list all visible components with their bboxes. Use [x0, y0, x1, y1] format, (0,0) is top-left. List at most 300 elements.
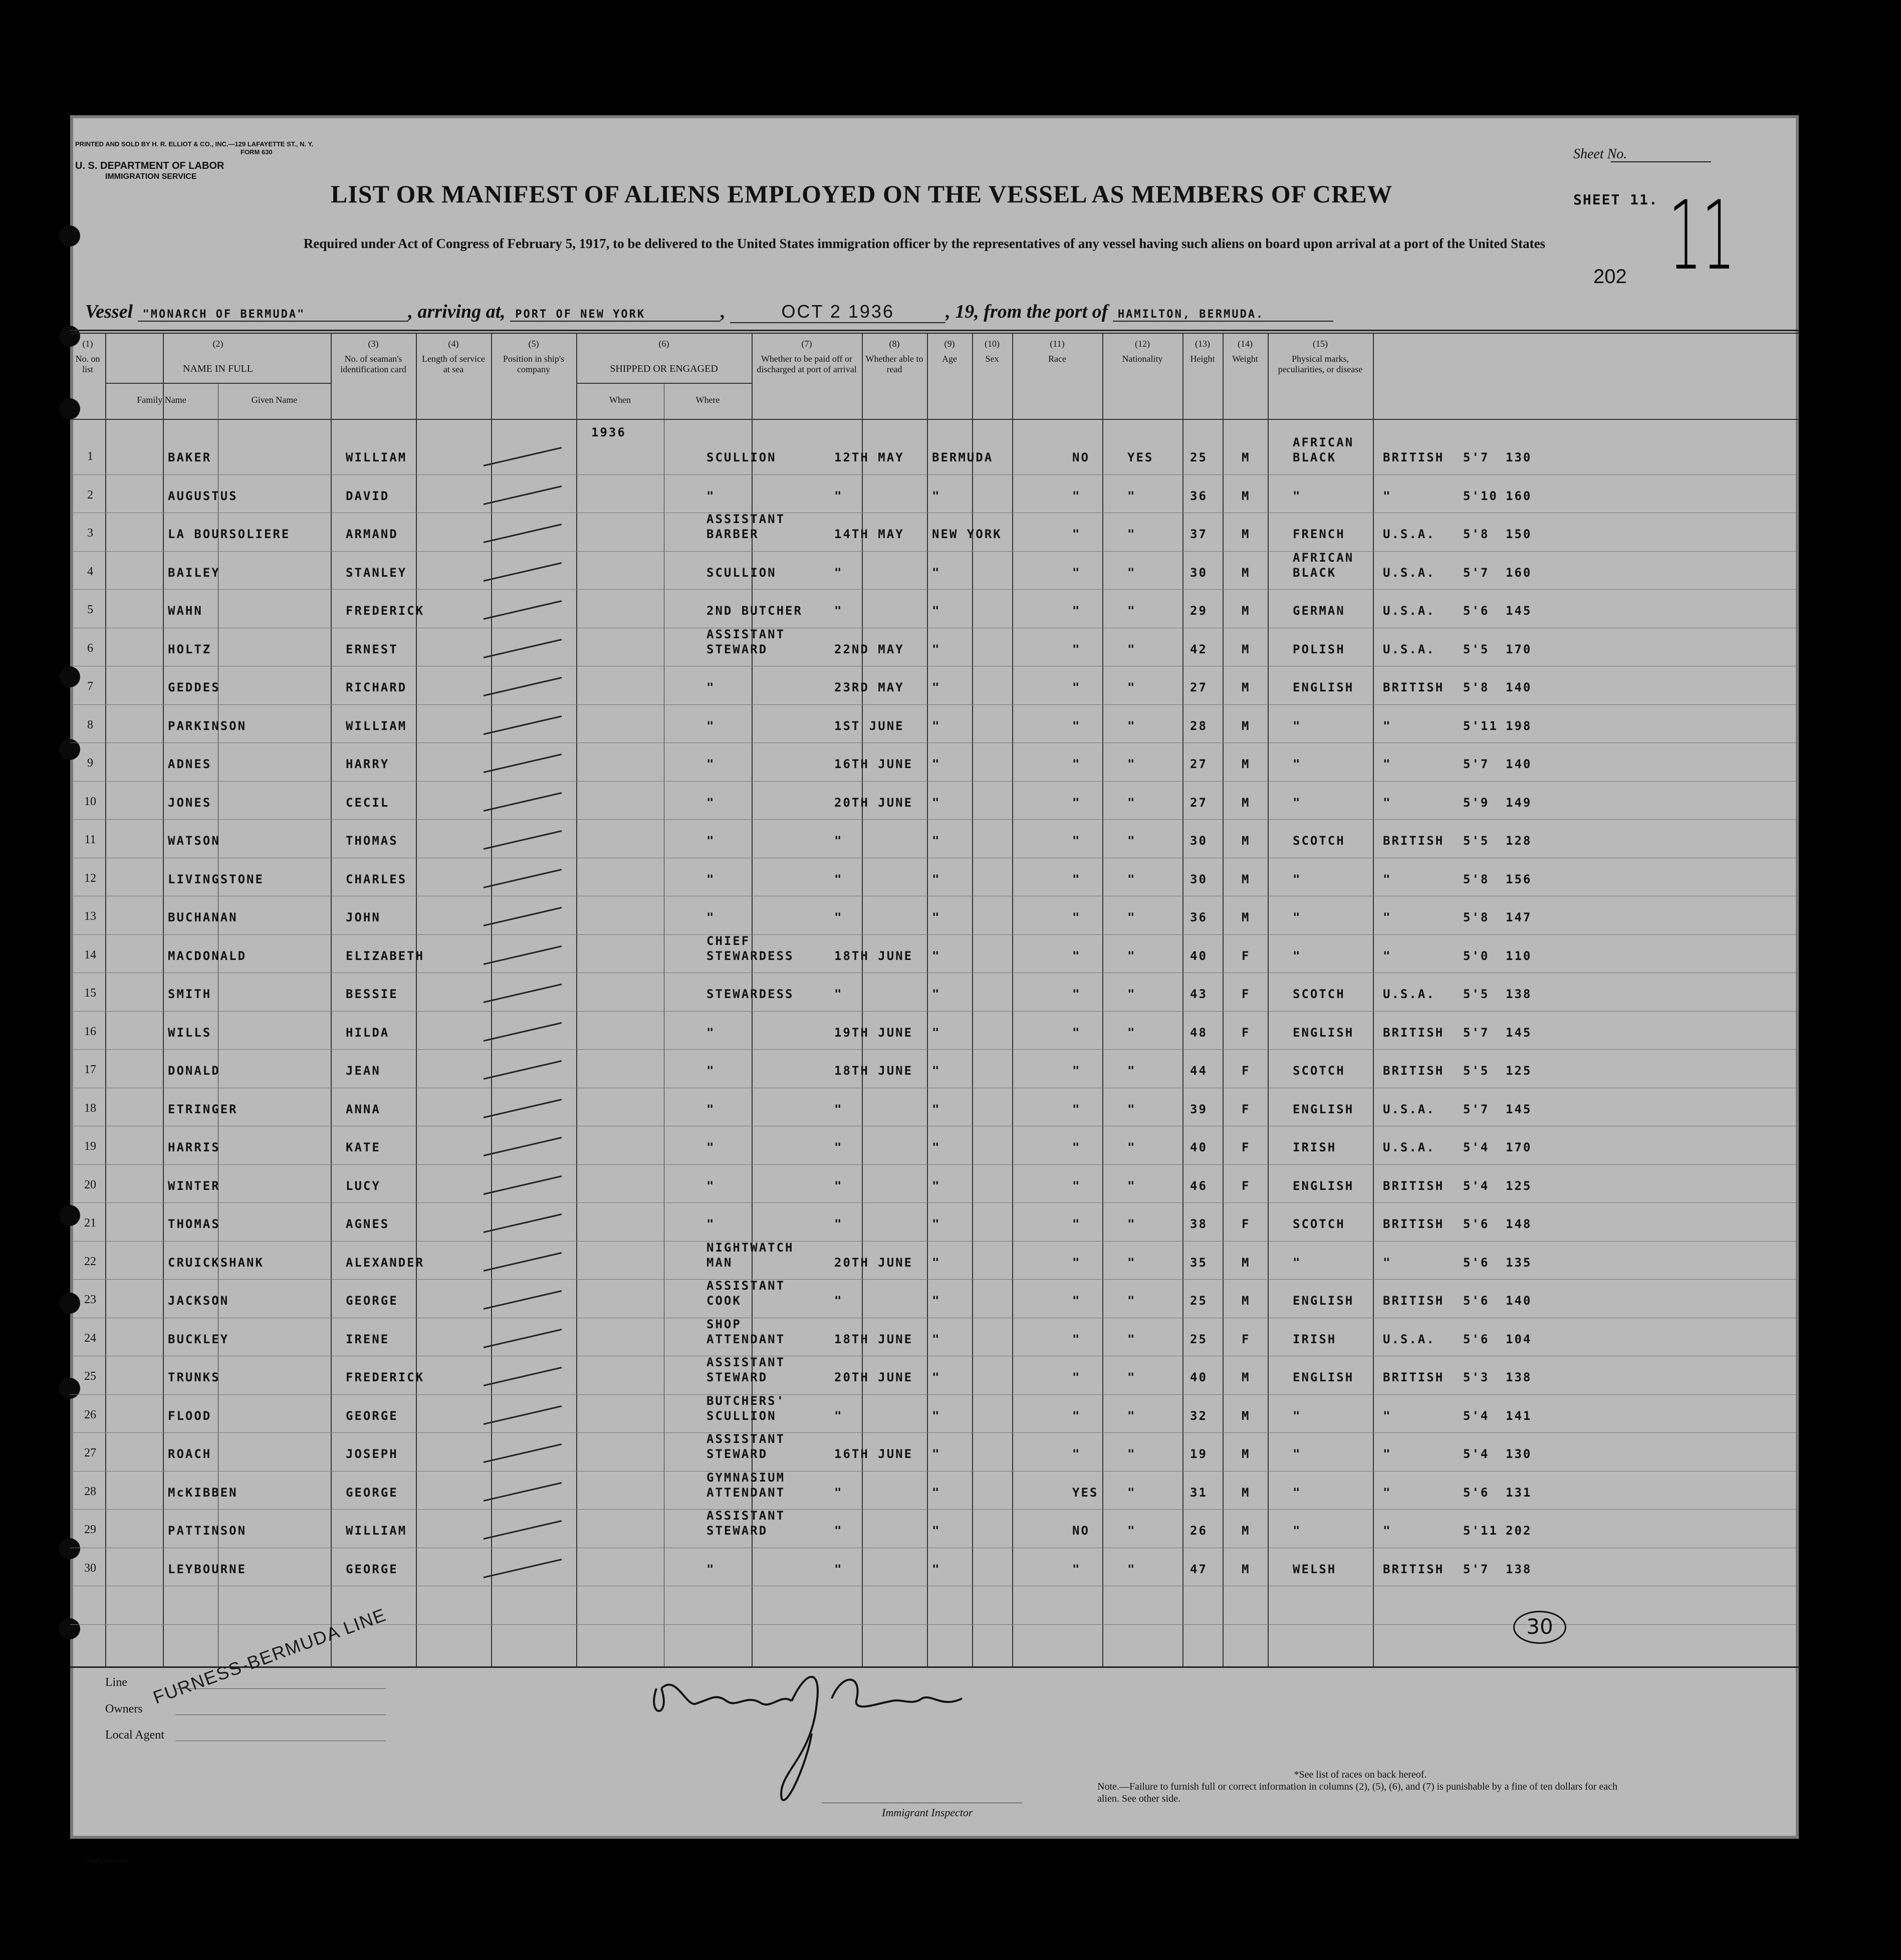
- column-rule: [1012, 334, 1013, 1666]
- shipped-where: ": [932, 488, 941, 503]
- weight: 160: [1506, 565, 1532, 580]
- weight: 145: [1506, 604, 1532, 618]
- race: AFRICAN: [1293, 550, 1354, 565]
- row-number: 8: [87, 718, 93, 731]
- family-name: WATSON: [168, 834, 220, 848]
- given-name: JOHN: [346, 910, 381, 924]
- position: MAN: [706, 1255, 733, 1270]
- column-number: (9): [944, 339, 955, 349]
- nationality: BRITISH: [1383, 1562, 1445, 1576]
- able-to-read: ": [1127, 1064, 1136, 1078]
- given-name: AGNES: [346, 1217, 390, 1231]
- table-row: [70, 972, 1799, 973]
- age: 38: [1190, 1217, 1208, 1231]
- given-name: GEORGE: [346, 1408, 398, 1423]
- id-card-tick-mark: [484, 907, 562, 926]
- nationality: BRITISH: [1383, 680, 1445, 694]
- family-name: ROACH: [168, 1447, 212, 1461]
- shipped-where: ": [932, 604, 941, 618]
- able-to-read: ": [1127, 1447, 1136, 1461]
- age: 46: [1190, 1178, 1208, 1193]
- height: 5'6: [1463, 1332, 1490, 1346]
- inspector-signature: [641, 1658, 992, 1819]
- family-name: LA BOURSOLIERE: [168, 527, 291, 541]
- race: GERMAN: [1293, 604, 1345, 618]
- race: BLACK: [1293, 450, 1337, 464]
- position: ATTENDANT: [706, 1485, 786, 1500]
- given-name: IRENE: [346, 1332, 390, 1346]
- table-row: [70, 551, 1799, 552]
- column-header: NAME IN FULL: [183, 363, 253, 374]
- id-card-tick-mark: [484, 984, 562, 1003]
- sex: M: [1242, 1408, 1251, 1423]
- age: 31: [1190, 1485, 1208, 1500]
- height: 5'5: [1463, 1064, 1490, 1078]
- paid-off: ": [1072, 834, 1081, 848]
- nationality: BRITISH: [1383, 834, 1445, 848]
- family-name: GEDDES: [168, 680, 220, 694]
- shipped-when: ": [834, 1408, 843, 1423]
- column-rule: [1373, 334, 1374, 1666]
- race: ": [1293, 1408, 1302, 1423]
- weight: 138: [1506, 1562, 1532, 1576]
- age: 25: [1190, 1294, 1208, 1308]
- height: 5'5: [1463, 642, 1490, 656]
- sheet-label: SHEET 11.: [1573, 191, 1658, 208]
- able-to-read: ": [1127, 1332, 1136, 1346]
- vessel-name: "MONARCH OF BERMUDA": [138, 308, 408, 322]
- height: 5'7: [1463, 565, 1490, 580]
- column-header: Sex: [985, 354, 999, 364]
- given-name: HILDA: [346, 1025, 390, 1040]
- age: 47: [1190, 1562, 1208, 1576]
- weight: 150: [1506, 527, 1532, 541]
- row-number: 3: [87, 527, 93, 540]
- nationality: ": [1383, 1447, 1392, 1461]
- given-name: RICHARD: [346, 680, 407, 694]
- row-number: 12: [84, 871, 96, 885]
- column-number: (6): [658, 339, 669, 349]
- given-name: ANNA: [346, 1102, 381, 1116]
- given-name: GEORGE: [346, 1485, 398, 1500]
- race: ": [1293, 718, 1302, 733]
- column-header: Height: [1190, 354, 1215, 364]
- departure-port: HAMILTON, BERMUDA.: [1113, 308, 1333, 322]
- sex: M: [1242, 488, 1251, 503]
- position: STEWARD: [706, 642, 768, 656]
- column-number: (7): [801, 339, 812, 349]
- id-card-tick-mark: [484, 945, 562, 965]
- position: ": [706, 1562, 716, 1576]
- given-name: JOSEPH: [346, 1447, 398, 1461]
- shipped-where: ": [932, 680, 941, 694]
- arrival-date-stamp: OCT 2 1936: [730, 301, 945, 323]
- shipped-where: ": [932, 1217, 941, 1231]
- able-to-read: ": [1127, 1140, 1136, 1154]
- race: ": [1293, 795, 1302, 810]
- sex: F: [1242, 987, 1251, 1001]
- shipped-when: 18TH JUNE: [834, 1332, 913, 1346]
- race: AFRICAN: [1293, 435, 1354, 449]
- table-row: [70, 1011, 1799, 1012]
- age: 37: [1190, 527, 1208, 541]
- family-name: DONALD: [168, 1064, 220, 1078]
- able-to-read: ": [1127, 1294, 1136, 1308]
- id-card-tick-mark: [484, 1290, 562, 1310]
- able-to-read: ": [1127, 642, 1136, 656]
- shipped-where: ": [932, 1025, 941, 1040]
- sex: F: [1242, 1025, 1251, 1040]
- paid-off: ": [1072, 1447, 1081, 1461]
- nationality: U.S.A.: [1383, 565, 1436, 580]
- age: 30: [1190, 834, 1208, 848]
- weight: 135: [1506, 1255, 1532, 1270]
- height: 5'8: [1463, 680, 1490, 694]
- shipped-where: ": [932, 834, 941, 848]
- column-header: No. on list: [75, 354, 100, 374]
- height: 5'7: [1463, 1102, 1490, 1116]
- family-name: LEYBOURNE: [168, 1562, 247, 1576]
- race: BLACK: [1293, 565, 1337, 580]
- year-label: , 19: [945, 301, 975, 322]
- department-name: U. S. DEPARTMENT OF LABOR: [75, 160, 224, 171]
- age: 48: [1190, 1025, 1208, 1040]
- shipped-where: ": [932, 1178, 941, 1193]
- shipped-where: ": [932, 757, 941, 771]
- height: 5'7: [1463, 450, 1490, 464]
- race: IRISH: [1293, 1332, 1337, 1346]
- id-card-tick-mark: [484, 1405, 562, 1425]
- given-name: WILLIAM: [346, 450, 407, 464]
- shipped-when: 1ST JUNE: [834, 718, 904, 733]
- able-to-read: ": [1127, 910, 1136, 924]
- position: ": [706, 1140, 716, 1154]
- row-number: 23: [84, 1293, 96, 1306]
- family-name: BUCHANAN: [168, 910, 238, 924]
- crew-table: [70, 334, 1799, 1782]
- column-number: (4): [448, 339, 459, 349]
- family-name: JONES: [168, 795, 212, 810]
- age: 35: [1190, 1255, 1208, 1270]
- table-row: [70, 704, 1799, 705]
- shipped-where: ": [932, 1140, 941, 1154]
- age: 25: [1190, 450, 1208, 464]
- given-name: LUCY: [346, 1178, 381, 1193]
- family-name: McKIBBEN: [168, 1485, 238, 1500]
- sex: M: [1242, 910, 1251, 924]
- row-number: 18: [84, 1101, 96, 1115]
- races-note: *See list of races on back hereof.: [1294, 1769, 1427, 1780]
- position: ASSISTANT: [706, 512, 786, 526]
- paid-off: ": [1072, 488, 1081, 503]
- height: 5'6: [1463, 1485, 1490, 1500]
- row-number: 22: [84, 1255, 96, 1268]
- able-to-read: ": [1127, 527, 1136, 541]
- family-name: BAKER: [168, 450, 212, 464]
- column-rule: [1223, 334, 1224, 1666]
- race: POLISH: [1293, 642, 1345, 656]
- local-agent-label: Local Agent: [105, 1729, 164, 1742]
- given-name: BESSIE: [346, 987, 398, 1001]
- nationality: BRITISH: [1383, 1370, 1445, 1384]
- weight: 140: [1506, 757, 1532, 771]
- sex: M: [1242, 1485, 1251, 1500]
- line-stamp: FURNESS-BERMUDA LINE: [150, 1604, 389, 1708]
- shipped-when: ": [834, 565, 843, 580]
- shipped-where: ": [932, 642, 941, 656]
- column-number: (15): [1313, 339, 1328, 349]
- given-name: CECIL: [346, 795, 390, 810]
- row-number: 1: [87, 450, 93, 463]
- age: 26: [1190, 1524, 1208, 1538]
- sex: M: [1242, 565, 1251, 580]
- race: IRISH: [1293, 1140, 1337, 1154]
- shipped-where: ": [932, 1447, 941, 1461]
- id-card-tick-mark: [484, 1482, 562, 1502]
- column-rule: [416, 334, 417, 1666]
- given-name: FREDERICK: [346, 1370, 425, 1384]
- paid-off: ": [1072, 680, 1081, 694]
- id-card-tick-mark: [484, 1213, 562, 1233]
- row-number: 27: [84, 1446, 96, 1459]
- shipped-when: ": [834, 1294, 843, 1308]
- race: WELSH: [1293, 1562, 1337, 1576]
- sex: M: [1242, 1447, 1251, 1461]
- nationality: BRITISH: [1383, 1064, 1445, 1078]
- nationality: ": [1383, 1255, 1392, 1270]
- sex: M: [1242, 1524, 1251, 1538]
- weight: 125: [1506, 1064, 1532, 1078]
- nationality: ": [1383, 757, 1392, 771]
- sex: M: [1242, 834, 1251, 848]
- id-card-tick-mark: [484, 1060, 562, 1080]
- vessel-line: Vessel "MONARCH OF BERMUDA" , arriving at, PORT OF NEW YORK , OCT 2 1936 , 19, from the port of HAMILTON, BERMUDA.: [85, 301, 1333, 323]
- shipped-when: ": [834, 604, 843, 618]
- sex: M: [1242, 450, 1251, 464]
- race: SCOTCH: [1293, 834, 1345, 848]
- family-name: LIVINGSTONE: [168, 872, 264, 886]
- table-row: [70, 1049, 1799, 1050]
- able-to-read: ": [1127, 1102, 1136, 1116]
- id-card-tick-mark: [484, 754, 562, 773]
- shipped-when: 18TH JUNE: [834, 948, 913, 963]
- height: 5'6: [1463, 1294, 1490, 1308]
- position: ": [706, 718, 716, 733]
- column-number: (13): [1195, 339, 1210, 349]
- race: ": [1293, 1485, 1302, 1500]
- nationality: ": [1383, 795, 1392, 810]
- owners-field: [175, 1714, 386, 1715]
- department-heading: [75, 160, 224, 182]
- weight: 141: [1506, 1408, 1532, 1423]
- able-to-read: ": [1127, 1178, 1136, 1193]
- table-row: [70, 1202, 1799, 1203]
- column-rule: [331, 334, 332, 1666]
- age: 40: [1190, 1370, 1208, 1384]
- row-number: 25: [84, 1370, 96, 1383]
- shipped-where: ": [932, 1408, 941, 1423]
- row-number: 11: [84, 833, 96, 846]
- nationality: U.S.A.: [1383, 642, 1436, 656]
- family-name: THOMAS: [168, 1217, 220, 1231]
- able-to-read: ": [1127, 1370, 1136, 1384]
- height: 5'4: [1463, 1178, 1490, 1193]
- position: CHIEF: [706, 933, 751, 948]
- position: ": [706, 795, 716, 810]
- given-name: ARMAND: [346, 527, 398, 541]
- table-row: [70, 819, 1799, 820]
- given-name: THOMAS: [346, 834, 398, 848]
- weight: 138: [1506, 1370, 1532, 1384]
- inspector-label: Immigrant Inspector: [882, 1806, 973, 1819]
- nationality: ": [1383, 872, 1392, 886]
- id-card-tick-mark: [484, 639, 562, 658]
- circled-total: 30: [1513, 1611, 1566, 1644]
- column-number: (3): [368, 339, 379, 349]
- shipped-when: ": [834, 987, 843, 1001]
- race: ENGLISH: [1293, 1294, 1354, 1308]
- able-to-read: ": [1127, 795, 1136, 810]
- sex: M: [1242, 604, 1251, 618]
- row-number: 2: [87, 488, 93, 502]
- footnote: [1097, 1769, 1623, 1805]
- paid-off: ": [1072, 565, 1081, 580]
- nationality: U.S.A.: [1383, 1140, 1436, 1154]
- family-name: AUGUSTUS: [168, 488, 238, 503]
- row-number: 10: [84, 795, 96, 808]
- shipped-when: ": [834, 1140, 843, 1154]
- position: ": [706, 872, 716, 886]
- table-row: [70, 934, 1799, 935]
- family-name: HARRIS: [168, 1140, 220, 1154]
- height: 5'6: [1463, 1217, 1490, 1231]
- shipped-where: BERMUDA: [932, 450, 994, 464]
- id-card-tick-mark: [484, 1252, 562, 1272]
- service-name: IMMIGRATION SERVICE: [105, 172, 197, 181]
- position: GYMNASIUM: [706, 1470, 786, 1485]
- race: ENGLISH: [1293, 1178, 1354, 1193]
- column-subheader: When: [609, 395, 631, 405]
- table-row: [70, 1432, 1799, 1433]
- paid-off: ": [1072, 1217, 1081, 1231]
- weight: 170: [1506, 1140, 1532, 1154]
- shipped-when: 19TH JUNE: [834, 1025, 913, 1040]
- shipped-when: 20TH JUNE: [834, 1255, 913, 1270]
- sex: M: [1242, 1562, 1251, 1576]
- nationality: ": [1383, 910, 1392, 924]
- id-card-tick-mark: [484, 1520, 562, 1540]
- line-field: [175, 1688, 386, 1689]
- nationality: ": [1383, 1485, 1392, 1500]
- position: BARBER: [706, 527, 759, 541]
- age: 30: [1190, 565, 1208, 580]
- age: 43: [1190, 987, 1208, 1001]
- nationality: ": [1383, 948, 1392, 963]
- row-number: 20: [84, 1178, 96, 1191]
- race: ": [1293, 872, 1302, 886]
- able-to-read: ": [1127, 680, 1136, 694]
- penalty-note: Note.—Failure to furnish full or correct information in columns (2), (5), (6), and (7) is punishable by a fine of ten dollars for each alien. See other side.: [1097, 1781, 1618, 1804]
- weight: 140: [1506, 680, 1532, 694]
- shipped-when: ": [834, 910, 843, 924]
- family-name: TRUNKS: [168, 1370, 220, 1384]
- sex: M: [1242, 757, 1251, 771]
- column-subheader: Given Name: [251, 395, 298, 405]
- position: ": [706, 1217, 716, 1231]
- race: ENGLISH: [1293, 1370, 1354, 1384]
- owners-label: Owners: [105, 1702, 143, 1716]
- column-number: (2): [212, 339, 223, 349]
- paid-off: ": [1072, 604, 1081, 618]
- row-number: 26: [84, 1408, 96, 1421]
- row-number: 21: [84, 1216, 96, 1230]
- column-header: SHIPPED OR ENGAGED: [610, 363, 718, 374]
- id-card-tick-mark: [484, 1443, 562, 1463]
- position: SCULLION: [706, 1408, 777, 1423]
- paid-off: ": [1072, 1408, 1081, 1423]
- row-number: 7: [87, 680, 93, 693]
- shipped-when: 20TH JUNE: [834, 795, 913, 810]
- sex: M: [1242, 718, 1251, 733]
- family-name: BAILEY: [168, 565, 220, 580]
- height: 5'0: [1463, 948, 1490, 963]
- weight: 125: [1506, 1178, 1532, 1193]
- height: 5'8: [1463, 910, 1490, 924]
- row-number: 4: [87, 565, 93, 578]
- able-to-read: ": [1127, 757, 1136, 771]
- height: 5'10: [1463, 488, 1498, 503]
- id-card-tick-mark: [484, 600, 562, 620]
- column-header: Physical marks, peculiarities, or disease: [1278, 354, 1363, 374]
- given-name: STANLEY: [346, 565, 407, 580]
- column-rule: [1102, 334, 1103, 1666]
- sheet-no-label: Sheet No.: [1573, 146, 1627, 162]
- height: 5'5: [1463, 987, 1490, 1001]
- able-to-read: ": [1127, 604, 1136, 618]
- weight: 160: [1506, 488, 1532, 503]
- weight: 156: [1506, 872, 1532, 886]
- nationality: BRITISH: [1383, 1178, 1445, 1193]
- position: STEWARD: [706, 1524, 768, 1538]
- table-row: [70, 1394, 1799, 1395]
- weight: 140: [1506, 1294, 1532, 1308]
- height: 5'6: [1463, 1255, 1490, 1270]
- position: SCULLION: [706, 450, 777, 464]
- family-name: WILLS: [168, 1025, 212, 1040]
- race: SCOTCH: [1293, 987, 1345, 1001]
- weight: 138: [1506, 987, 1532, 1001]
- row-number: 17: [84, 1063, 96, 1076]
- given-name: WILLIAM: [346, 1524, 407, 1538]
- id-card-tick-mark: [484, 485, 562, 505]
- family-name: FLOOD: [168, 1408, 212, 1423]
- race: SCOTCH: [1293, 1064, 1345, 1078]
- family-name: JACKSON: [168, 1294, 229, 1308]
- id-card-tick-mark: [484, 1367, 562, 1386]
- printed-in-usa: PRINTED IN U.S.A.: [85, 1859, 130, 1864]
- paid-off: ": [1072, 1255, 1081, 1270]
- header-bottom-rule: [70, 419, 1799, 420]
- position: ASSISTANT: [706, 627, 786, 641]
- race: ENGLISH: [1293, 680, 1354, 694]
- shipped-when: ": [834, 1178, 843, 1193]
- column-header: Weight: [1232, 354, 1258, 364]
- weight: 110: [1506, 948, 1532, 963]
- id-card-tick-mark: [484, 1099, 562, 1118]
- paid-off: ": [1072, 948, 1081, 963]
- id-card-tick-mark: [484, 562, 562, 582]
- id-card-tick-mark: [484, 1559, 562, 1578]
